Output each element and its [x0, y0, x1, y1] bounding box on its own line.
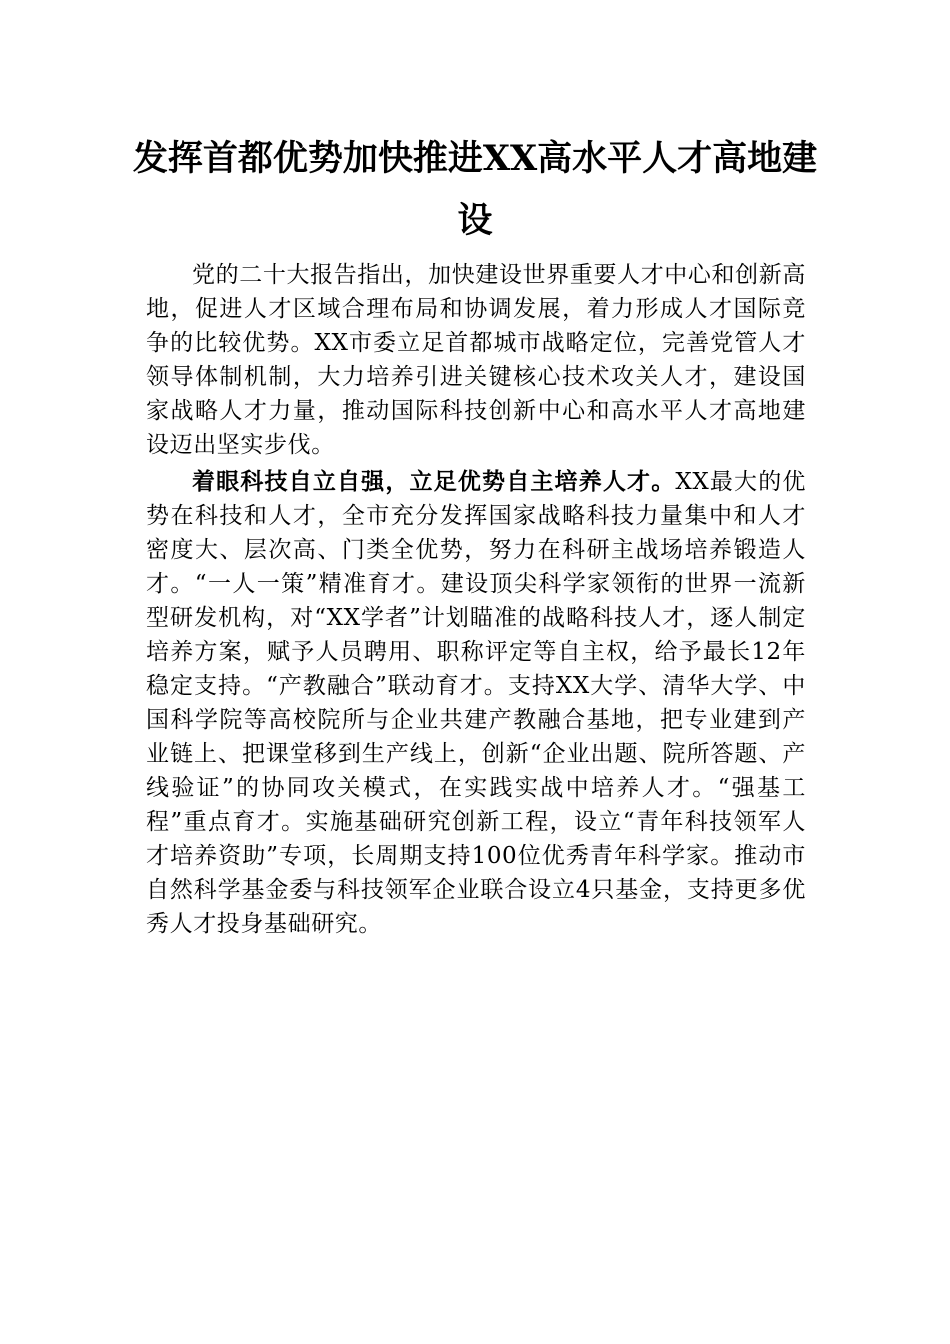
paragraph-talent-cultivation-text: XX最大的优势在科技和人才，全市充分发挥国家战略科技力量集中和人才密度大、层次高、门类全优势，努力在科研主战场培养锻造人才。“一人一策”精准育才。建设顶尖科学家领衔的世界一流新型研发机构，对“XX学者”计划瞄准的战略科技人才，逐人制定培养方案，赋予人员聘用、职称评定等自主权，给予最长12年稳定支持。“产教融合”联动育才。支持XX大学、清华大学、中国科学院等高校院所与企业共建产教融合基地，把专业建到产业链上、把课堂移到生产线上，创新“企业出题、院所答题、产线验证”的协同攻关模式，在实践实战中培养人才。“强基工程”重点育才。实施基础研究创新工程，设立“青年科技领军人才培养资助”专项，长周期支持100位优秀青年科学家。推动市自然科学基金委与科技领军企业联合设立4只基金，支持更多优秀人才投身基础研究。: [146, 469, 806, 937]
paragraph-lead-heading: 着眼科技自立自强，立足优势自主培养人才。: [192, 469, 676, 495]
document-title: 发挥首都优势加快推进XX高水平人才高地建设: [132, 138, 818, 241]
paragraph-intro-text: 党的二十大报告指出，加快建设世界重要人才中心和创新高地，促进人才区域合理布局和协调发展，着力形成人才国际竞争的比较优势。XX市委立足首都城市战略定位，完善党管人才领导体制机制，大力培养引进关键核心技术攻关人才，建设国家战略人才力量，推动国际科技创新中心和高水平人才高地建设迈出坚实步伐。: [146, 262, 806, 458]
paragraph-intro: [146, 258, 806, 462]
paragraph-talent-cultivation: [146, 465, 806, 941]
